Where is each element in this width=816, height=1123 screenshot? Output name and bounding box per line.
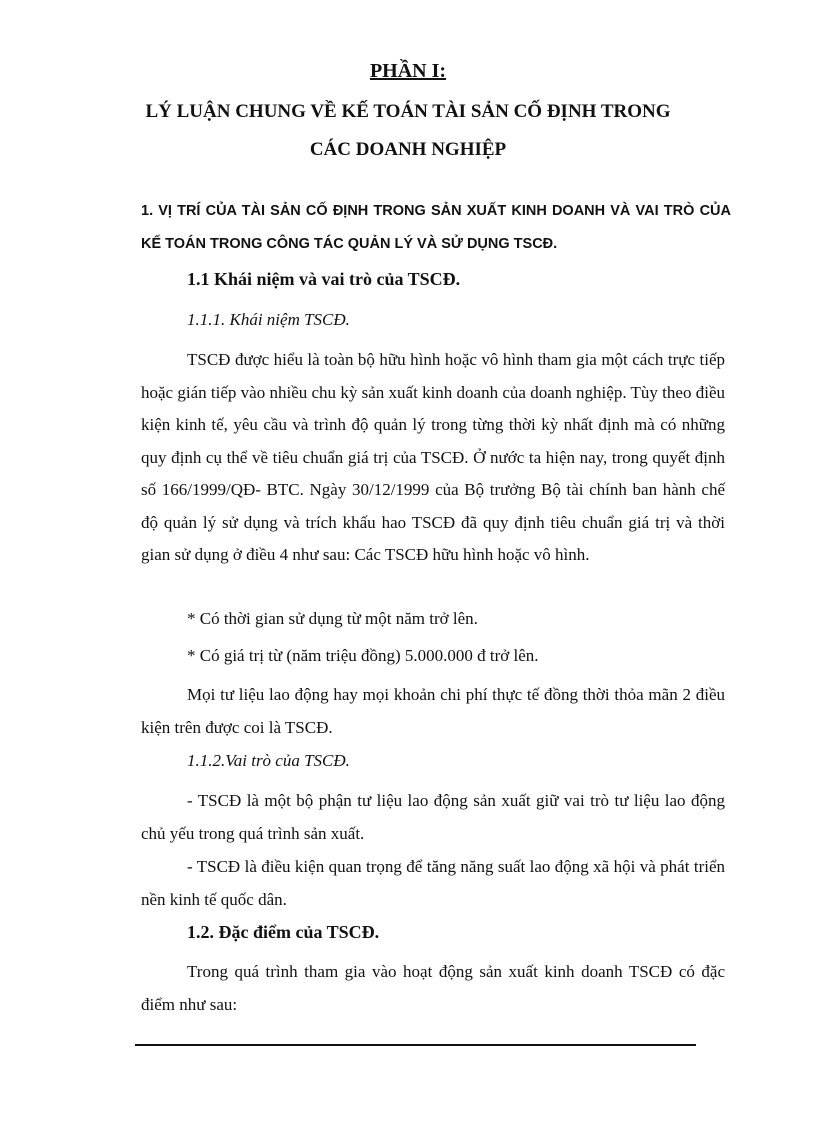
heading-1-1-2: 1.1.2.Vai trò của TSCĐ. [187,751,350,770]
chapter-title-line-1: LÝ LUẬN CHUNG VỀ KẾ TOÁN TÀI SẢN CỐ ĐỊNH TRONG [145,101,671,122]
footer-rule [135,1044,696,1046]
paragraph-role-1: - TSCĐ là một bộ phận tư liệu lao động sản xuất giữ vai trò tư liệu lao động chủ yếu trong quá trình sản xuất. [141,791,725,843]
paragraph-concept: TSCĐ được hiểu là toàn bộ hữu hình hoặc vô hình tham gia một cách trực tiếp hoặc gián tiếp vào nhiều chu kỳ sản xuất kinh doanh của doanh nghiệp. Tùy theo điều kiện kinh tế, yêu cầu và trình độ quản lý trong từng thời kỳ nhất định mà có những quy định cụ thể về tiêu chuẩn giá trị của TSCĐ. Ở nước ta hiện nay, trong quyết định số 166/1999/QĐ- BTC. Ngày 30/12/1999 của Bộ trưởng Bộ tài chính ban hành chế độ quản lý sử dụng và trích khấu hao TSCĐ đã quy định tiêu chuẩn giá trị và thời gian sử dụng ở điều 4 như sau: Các TSCĐ hữu hình hoặc vô hình. [141,350,725,564]
heading-1-2: 1.2. Đặc điểm của TSCĐ. [187,922,380,942]
criterion-time: * Có thời gian sử dụng từ một năm trở lên. [187,609,478,628]
section-1-heading: 1. VỊ TRÍ CỦA TÀI SẢN CỐ ĐỊNH TRONG SẢN XUẤT KINH DOANH VÀ VAI TRÒ CỦA KẾ TOÁN TRONG CÔNG TÁC QUẢN LÝ VÀ SỬ DỤNG TSCĐ. [141,203,731,252]
criterion-value: * Có giá trị từ (năm triệu đồng) 5.000.000 đ trở lên. [187,646,539,665]
paragraph-features: Trong quá trình tham gia vào hoạt động sản xuất kinh doanh TSCĐ có đặc điểm như sau: [141,962,725,1014]
paragraph-conditions: Mọi tư liệu lao động hay mọi khoản chi phí thực tế đồng thời thỏa mãn 2 điều kiện trên được coi là TSCĐ. [141,685,725,737]
chapter-title-line-2: CÁC DOANH NGHIỆP [309,139,507,160]
heading-1-1: 1.1 Khái niệm và vai trò của TSCĐ. [187,269,461,289]
paragraph-role-2: - TSCĐ là điều kiện quan trọng để tăng năng suất lao động xã hội và phát triển nền kinh tế quốc dân. [141,857,725,909]
part-heading: PHẦN I: [369,60,447,82]
heading-1-1-1: 1.1.1. Khái niệm TSCĐ. [187,310,350,329]
